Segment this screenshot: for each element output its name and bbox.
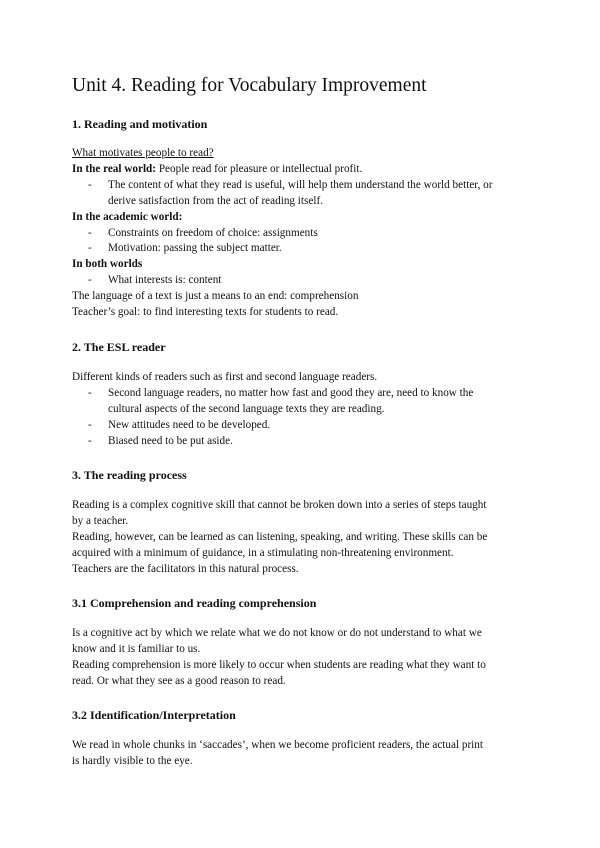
bullet-dash: - — [88, 419, 92, 431]
paragraph-line: We read in whole chunks in ‘saccades’, when we become proficient readers, the actual print — [72, 739, 483, 751]
paragraph-line: Reading, however, can be learned as can listening, speaking, and writing. These skills can be — [72, 531, 488, 543]
paragraph-line: Reading is a complex cognitive skill that cannot be broken down into a series of steps taught — [72, 499, 487, 511]
paragraph-line: Is a cognitive act by which we relate what we do not know or do not understand to what we — [72, 627, 482, 639]
paragraph-line: Reading comprehension is more likely to occur when students are reading what they want to — [72, 659, 486, 671]
list-item-continuation: derive satisfaction from the act of reading itself. — [108, 195, 323, 207]
paragraph-line: is hardly visible to the eye. — [72, 755, 193, 767]
bullet-dash: - — [88, 274, 92, 286]
section-heading-reading-process: 3. The reading process — [72, 468, 187, 482]
section-heading-identification: 3.2 Identification/Interpretation — [72, 708, 236, 722]
paragraph-line: Teacher’s goal: to find interesting texts for students to read. — [72, 306, 339, 318]
list-item: - Second language readers, no matter how fast and good they are, need to know the — [88, 387, 474, 399]
section-heading-comprehension: 3.1 Comprehension and reading comprehension — [72, 596, 317, 610]
list-item: - What interests is: content — [88, 274, 222, 286]
paragraph-line: Teachers are the facilitators in this natural process. — [72, 563, 299, 575]
both-worlds-label: In both worlds — [72, 258, 143, 270]
paragraph-line: Different kinds of readers such as first and second language readers. — [72, 371, 378, 383]
real-world-label: In the real world: — [72, 163, 157, 175]
bullet-dash: - — [88, 387, 92, 399]
paragraph-line: by a teacher. — [72, 515, 129, 527]
list-item: - The content of what they read is useful, will help them understand the world better, or — [88, 179, 493, 191]
list-item: - Constraints on freedom of choice: assignments — [88, 227, 318, 239]
list-item: - Biased need to be put aside. — [88, 435, 233, 447]
list-item-continuation: cultural aspects of the second language texts they are reading. — [108, 403, 385, 415]
academic-world-label: In the academic world: — [72, 211, 183, 223]
motivation-question: What motivates people to read? — [72, 147, 214, 159]
paragraph-line: The language of a text is just a means to an end: comprehension — [72, 290, 359, 302]
bullet-dash: - — [88, 435, 92, 447]
paragraph-line: acquired with a minimum of guidance, in a stimulating non-threatening environment. — [72, 547, 454, 559]
paragraph-line: read. Or what they see as a good reason to read. — [72, 675, 286, 687]
real-world-line — [72, 162, 362, 177]
list-item: - Motivation: passing the subject matter. — [88, 242, 282, 254]
section-heading-esl-reader: 2. The ESL reader — [72, 340, 166, 354]
paragraph-line: know and it is familiar to us. — [72, 643, 201, 655]
bullet-dash: - — [88, 227, 92, 239]
page-title: Unit 4. Reading for Vocabulary Improvement — [72, 75, 427, 96]
bullet-dash: - — [88, 179, 92, 191]
list-item: - New attitudes need to be developed. — [88, 419, 271, 431]
section-heading-reading-motivation: 1. Reading and motivation — [72, 117, 208, 131]
bullet-dash: - — [88, 242, 92, 254]
real-world-text: People read for pleasure or intellectual profit. — [156, 163, 363, 175]
